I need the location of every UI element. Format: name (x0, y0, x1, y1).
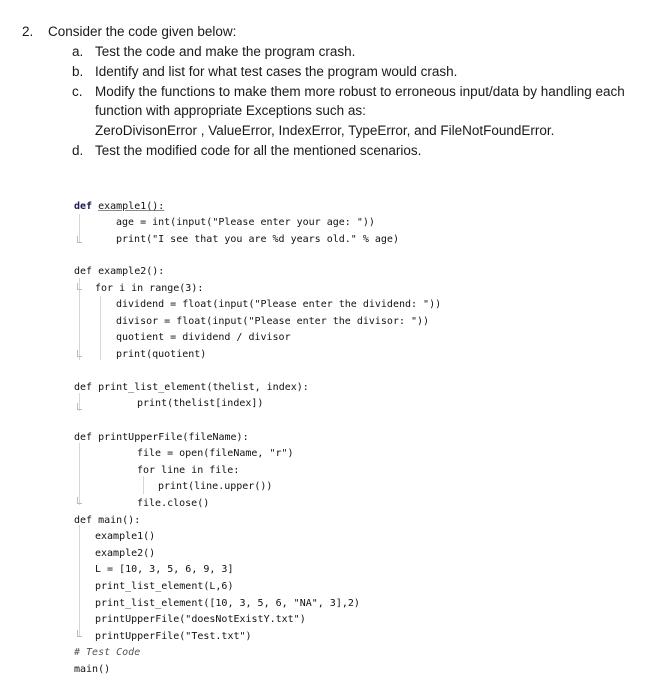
item-c-text-1: Modify the functions to make them more robust to erroneous input/data by handling each (95, 84, 625, 99)
code-line-text: example1(): (98, 201, 165, 212)
code-line: def example1(): (74, 201, 165, 212)
fold-marker (77, 497, 82, 504)
code-line: printUpperFile("doesNotExistY.txt") (95, 614, 306, 625)
fold-marker (77, 283, 82, 290)
code-line: print(quotient) (116, 349, 207, 360)
fold-marker (77, 403, 82, 410)
code-line: print_list_element(L,6) (95, 581, 234, 592)
fold-marker (77, 350, 82, 357)
item-c-text-3: ZeroDivisonError , ValueError, IndexError, TypeError, and FileNotFoundError. (95, 123, 555, 138)
indent-guide (79, 443, 80, 505)
indent-guide (143, 476, 144, 494)
code-comment: # Test Code (74, 647, 141, 658)
code-line: dividend = float(input("Please enter the dividend: ")) (116, 299, 442, 310)
code-line: print_list_element([10, 3, 5, 6, "NA", 3],2) (95, 598, 360, 609)
fold-marker (77, 236, 82, 243)
code-line: for line in file: (137, 465, 240, 476)
item-a-text: Test the code and make the program crash. (95, 44, 356, 59)
code-line: def print_list_element(thelist, index): (74, 382, 309, 393)
code-line: L = [10, 3, 5, 6, 9, 3] (95, 564, 234, 575)
code-line: example1() (95, 531, 156, 542)
code-line: def printUpperFile(fileName): (74, 432, 249, 443)
item-a-marker: a. (72, 44, 84, 59)
indent-guide (79, 525, 80, 637)
code-line: printUpperFile("Test.txt") (95, 631, 252, 642)
item-d-text: Test the modified code for all the mentioned scenarios. (95, 143, 422, 158)
code-line: for i in range(3): (95, 283, 204, 294)
code-line: def main(): (74, 515, 141, 526)
item-b-marker: b. (72, 64, 84, 79)
question-number: 2. (22, 24, 34, 39)
fold-marker (77, 630, 82, 637)
code-line: age = int(input("Please enter your age: ")) (116, 217, 375, 228)
code-line: quotient = dividend / divisor (116, 332, 291, 343)
code-line: divisor = float(input("Please enter the divisor: ")) (116, 316, 430, 327)
code-line: example2() (95, 548, 156, 559)
code-line: file.close() (137, 498, 210, 509)
code-line: print("I see that you are %d years old." % age) (116, 234, 399, 245)
question-intro: Consider the code given below: (48, 24, 237, 39)
item-b-text: Identify and list for what test cases the program would crash. (95, 64, 458, 79)
item-c-marker: c. (72, 84, 83, 99)
code-line: main() (74, 664, 111, 675)
code-line: print(thelist[index]) (137, 398, 264, 409)
item-d-marker: d. (72, 143, 84, 158)
code-line: def example2(): (74, 266, 165, 277)
code-line: print(line.upper()) (158, 481, 273, 492)
indent-guide (100, 296, 101, 360)
indent-guide (79, 278, 80, 360)
item-c-text-2: function with appropriate Exceptions such as: (95, 103, 366, 118)
code-line: file = open(fileName, "r") (137, 448, 294, 459)
